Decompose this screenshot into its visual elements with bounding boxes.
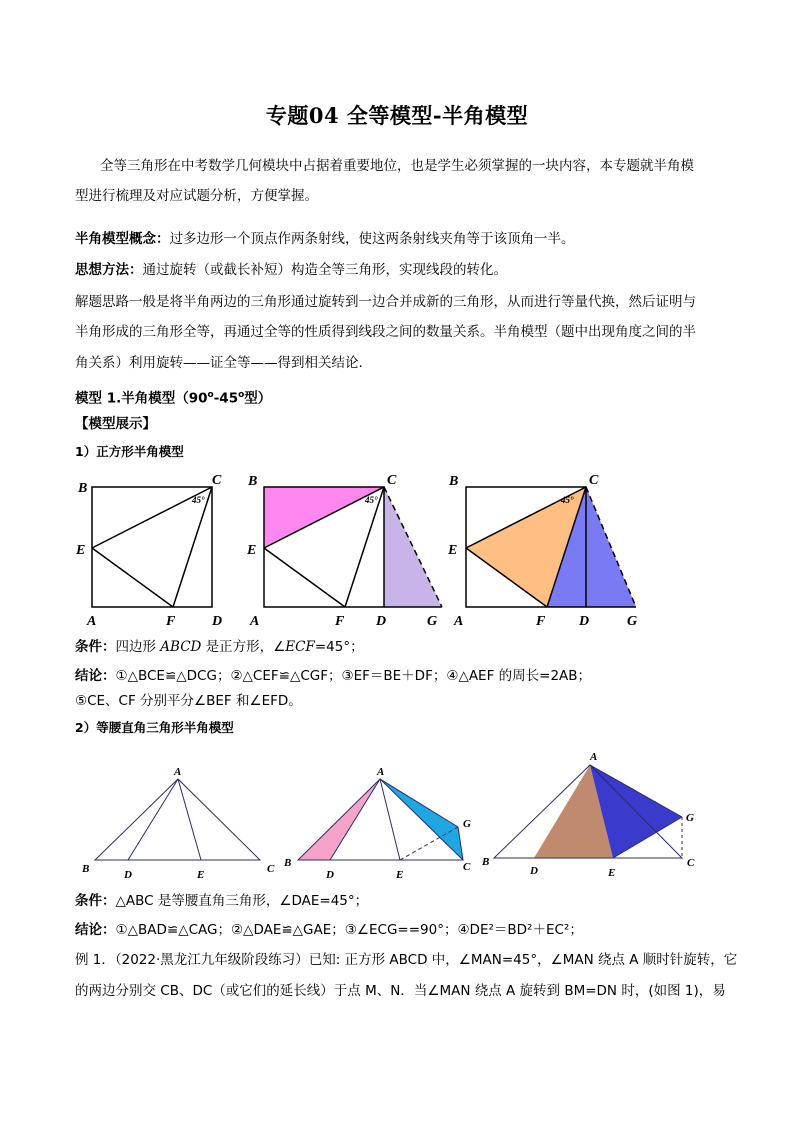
label-C: C [463, 861, 471, 873]
label-F: F [335, 614, 345, 629]
square-half-angle-figures [70, 465, 670, 635]
label-C: C [387, 473, 397, 488]
example-line-1: 例 1．（2022·黑龙江九年级阶段练习）已知: 正方形 ABCD 中，∠MAN=45°，∠MAN 绕点 A 顺时针旋转，它 [75, 952, 738, 968]
label-D: D [530, 865, 538, 877]
label-A: A [174, 766, 182, 778]
label-A: A [454, 614, 464, 629]
square-outline [92, 487, 212, 607]
condition-text-1: 四边形 [115, 639, 161, 655]
label-D: D [124, 869, 132, 881]
label-D: D [376, 614, 387, 629]
label-G: G [427, 614, 438, 629]
square-figure-1 [92, 487, 212, 607]
triangle-conclusion [75, 920, 583, 940]
conclusion-text: ①△BAD≌△CAG；②△DAE≌△GAE；③∠ECG==90°；④DE²＝BD²＋EC²； [115, 922, 583, 938]
triangle-ABC [95, 779, 260, 860]
segment-CF [345, 487, 384, 607]
condition-text-2: 是正方形，∠ [201, 639, 286, 655]
segment-AE [178, 779, 201, 860]
approach-line-3: 角关系）利用旋转——证全等——得到相关结论. [75, 355, 363, 371]
intro-line-2: 型进行梳理及对应试题分析，方便掌握。 [75, 188, 318, 204]
model1-heading-pre: 模型 1.半角模型（90 [75, 390, 208, 407]
label-A: A [377, 766, 385, 778]
triangle-model-subheading: 2）等腰直角三角形半角模型 [75, 720, 234, 735]
condition-text: △ABC 是等腰直角三角形，∠DAE=45°； [115, 893, 369, 909]
label-C: C [212, 473, 222, 488]
method-label: 思想方法： [75, 262, 143, 278]
conclusion-text-1: ①△BCE≌△DCG；②△CEF≌△CGF；③EF＝BE＋DF；④△AEF 的周长=2AB； [115, 668, 592, 684]
approach-line-1: 解题思路一般是将半角两边的三角形通过旋转到一边合并成新的三角形，从而进行等量代换，然后证明与 [75, 294, 696, 310]
triangle-condition [75, 891, 368, 911]
label-D: D [212, 614, 223, 629]
condition-ECF: ECF [285, 639, 315, 655]
triangle-figure-3 [481, 751, 695, 879]
label-E: E [608, 867, 616, 879]
page-title: 专题04 全等模型-半角模型 [265, 103, 529, 128]
model1-heading [75, 385, 271, 409]
label-E: E [76, 543, 86, 558]
segment-AD [330, 779, 380, 860]
segment-AG [380, 779, 458, 827]
label-B: B [248, 474, 258, 489]
label-C: C [589, 473, 599, 488]
concept-text: 过多边形一个顶点作两条射线，使这两条射线夹角等于该顶角一半。 [169, 231, 575, 247]
square-condition [75, 637, 364, 657]
label-E: E [448, 543, 458, 558]
label-D: D [579, 614, 590, 629]
label-B: B [284, 857, 292, 869]
approach-line-2: 半角形成的三角形全等，再通过全等的性质得到线段之间的数量关系。半角模型（题中出现角度之间的半 [75, 324, 696, 340]
label-B: B [78, 481, 88, 496]
label-C: C [267, 863, 275, 875]
label-E: E [197, 869, 205, 881]
square-figure-2 [246, 473, 442, 629]
triangle-figure-2 [283, 766, 471, 881]
concept-paragraph [75, 229, 575, 249]
label-G: G [686, 812, 694, 824]
label-G: G [463, 818, 471, 830]
label-A: A [87, 614, 97, 629]
square-figure-3 [447, 473, 637, 629]
label-B: B [482, 856, 490, 868]
concept-label: 半角模型概念： [75, 231, 170, 247]
label-E: E [247, 543, 257, 558]
angle-45-label: 45° [365, 495, 378, 505]
triangle-figure-1 [95, 779, 260, 860]
label-B: B [82, 863, 90, 875]
condition-ABCD: ABCD [160, 639, 202, 655]
isosceles-half-angle-figures [70, 745, 720, 885]
intro-line-1: 全等三角形在中考数学几何模块中占据着重要地位，也是学生必须掌握的一块内容，本专题就半角模 [100, 158, 694, 174]
square-model-subheading: 1）正方形半角模型 [75, 444, 184, 459]
segment-EF [264, 548, 345, 607]
label-E: E [396, 869, 404, 881]
square-conclusion-line-1 [75, 666, 591, 686]
label-D: D [326, 869, 334, 881]
label-C: C [687, 857, 695, 869]
method-paragraph [75, 260, 507, 280]
label-A: A [590, 751, 598, 763]
model1-heading-sup1: o [207, 390, 214, 400]
condition-label: 条件： [75, 893, 116, 909]
condition-text-3: =45°； [314, 639, 364, 655]
segment-AD [128, 779, 178, 860]
square-conclusion-line-2: ⑤CE、CF 分别平分∠BEF 和∠EFD。 [75, 693, 302, 709]
label-F: F [166, 614, 176, 629]
model1-heading-post: 型） [244, 390, 272, 407]
angle-45-label: 45° [561, 495, 574, 505]
method-text: 通过旋转（或截长补短）构造全等三角形，实现线段的转化。 [142, 262, 507, 278]
condition-label: 条件： [75, 639, 116, 655]
model1-heading-sup2: o [238, 390, 245, 400]
label-A: A [250, 614, 260, 629]
segment-EF [92, 548, 173, 607]
conclusion-label: 结论： [75, 668, 116, 684]
label-B: B [449, 474, 459, 489]
model-display-heading: 【模型展示】 [75, 416, 156, 432]
label-F: F [536, 614, 546, 629]
model1-heading-mid: -45 [213, 390, 239, 407]
example-line-2: 的两边分别交 CB、DC（或它们的延长线）于点 M、N．当∠MAN 绕点 A 旋转到 BM=DN 时，(如图 1)，易 [75, 983, 726, 999]
segment-CF [173, 487, 212, 607]
label-G: G [627, 614, 638, 629]
conclusion-label: 结论： [75, 922, 116, 938]
angle-45-label: 45° [192, 495, 205, 505]
